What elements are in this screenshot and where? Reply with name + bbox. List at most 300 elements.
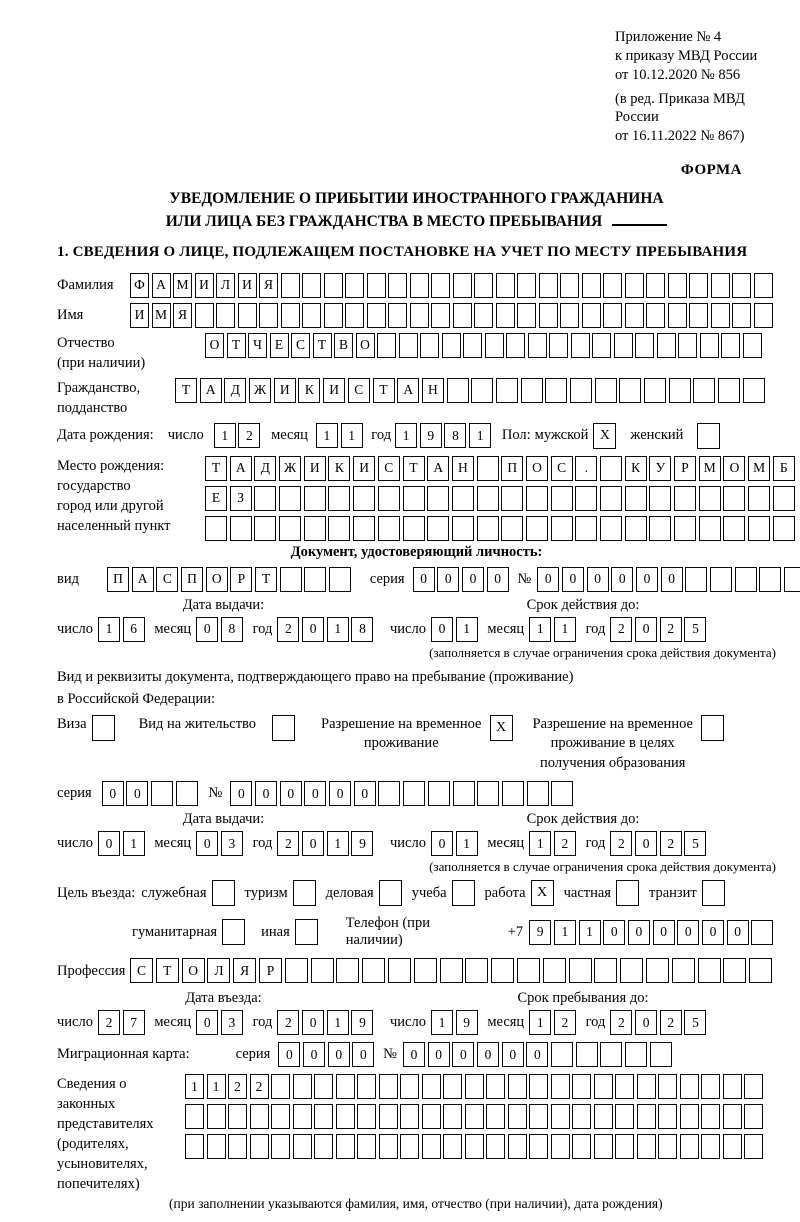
birthplace-char-box[interactable]: П — [501, 456, 523, 481]
representative-char-box[interactable] — [336, 1104, 355, 1129]
expiry-year-box[interactable]: 2 — [660, 617, 682, 642]
birthplace-char-box[interactable] — [254, 486, 276, 511]
surname-char-box[interactable] — [302, 273, 321, 298]
entry-day-box[interactable]: 7 — [123, 1010, 145, 1035]
birthplace-char-box[interactable]: Н — [452, 456, 474, 481]
birthplace-char-box[interactable] — [279, 516, 301, 541]
patronymic-char-box[interactable] — [571, 333, 590, 358]
residence-number-digit-box[interactable]: 0 — [304, 781, 326, 806]
birthplace-char-box[interactable]: М — [699, 456, 721, 481]
representative-char-box[interactable] — [723, 1134, 742, 1159]
representative-char-box[interactable] — [271, 1134, 290, 1159]
doc-type-char-box[interactable] — [280, 567, 302, 592]
profession-char-box[interactable] — [491, 958, 514, 983]
phone-digit-box[interactable] — [751, 920, 773, 945]
representative-char-box[interactable] — [529, 1134, 548, 1159]
phone-digit-box[interactable]: 1 — [554, 920, 576, 945]
surname-char-box[interactable] — [281, 273, 300, 298]
residence-number-digit-box[interactable] — [403, 781, 425, 806]
representative-char-box[interactable] — [486, 1104, 505, 1129]
entry-month-box[interactable]: 3 — [221, 1010, 243, 1035]
issue-year-box[interactable]: 2 — [277, 617, 299, 642]
representative-char-box[interactable] — [465, 1074, 484, 1099]
representative-char-box[interactable] — [293, 1134, 312, 1159]
citizenship-char-box[interactable]: Т — [373, 378, 395, 403]
firstname-char-box[interactable]: Я — [173, 303, 192, 328]
doc-number-digit-box[interactable] — [735, 567, 757, 592]
surname-char-box[interactable] — [431, 273, 450, 298]
citizenship-char-box[interactable]: А — [397, 378, 419, 403]
patronymic-char-box[interactable]: О — [205, 333, 224, 358]
birthplace-char-box[interactable] — [304, 516, 326, 541]
phone-digit-box[interactable]: 0 — [628, 920, 650, 945]
representative-char-box[interactable]: 1 — [207, 1074, 226, 1099]
patronymic-char-box[interactable] — [420, 333, 439, 358]
representative-char-box[interactable] — [551, 1104, 570, 1129]
patronymic-char-box[interactable] — [549, 333, 568, 358]
surname-char-box[interactable] — [582, 273, 601, 298]
representative-char-box[interactable] — [486, 1074, 505, 1099]
doc-series-digit-box[interactable]: 0 — [413, 567, 435, 592]
citizenship-char-box[interactable] — [570, 378, 592, 403]
firstname-char-box[interactable] — [582, 303, 601, 328]
patronymic-char-box[interactable] — [506, 333, 525, 358]
migration-number-digit-box[interactable] — [625, 1042, 647, 1067]
citizenship-char-box[interactable] — [545, 378, 567, 403]
doc-type-char-box[interactable] — [304, 567, 326, 592]
representative-char-box[interactable] — [551, 1074, 570, 1099]
surname-char-box[interactable] — [410, 273, 429, 298]
doc-series-digit-box[interactable]: 0 — [487, 567, 509, 592]
representative-char-box[interactable] — [357, 1134, 376, 1159]
citizenship-char-box[interactable] — [644, 378, 666, 403]
birthplace-char-box[interactable]: А — [427, 456, 449, 481]
birthplace-char-box[interactable] — [378, 516, 400, 541]
representative-char-box[interactable]: 2 — [250, 1074, 269, 1099]
birthplace-char-box[interactable] — [526, 486, 548, 511]
representative-char-box[interactable] — [228, 1134, 247, 1159]
birthplace-char-box[interactable] — [205, 516, 227, 541]
representative-char-box[interactable] — [293, 1074, 312, 1099]
representative-char-box[interactable] — [336, 1134, 355, 1159]
representative-char-box[interactable] — [314, 1134, 333, 1159]
citizenship-char-box[interactable] — [521, 378, 543, 403]
representative-char-box[interactable] — [723, 1074, 742, 1099]
profession-char-box[interactable] — [465, 958, 488, 983]
birthplace-char-box[interactable]: Б — [773, 456, 795, 481]
birthplace-char-box[interactable]: О — [723, 456, 745, 481]
expiry-year-box[interactable]: 5 — [684, 617, 706, 642]
work-checkbox[interactable]: X — [531, 880, 554, 906]
surname-char-box[interactable] — [668, 273, 687, 298]
firstname-char-box[interactable] — [410, 303, 429, 328]
birthplace-char-box[interactable]: Т — [403, 456, 425, 481]
birthplace-char-box[interactable]: А — [230, 456, 252, 481]
surname-char-box[interactable] — [560, 273, 579, 298]
patronymic-char-box[interactable] — [442, 333, 461, 358]
temp-residence-checkbox[interactable]: X — [490, 715, 513, 741]
firstname-char-box[interactable] — [302, 303, 321, 328]
representative-char-box[interactable] — [680, 1134, 699, 1159]
birthplace-char-box[interactable] — [477, 456, 499, 481]
birthplace-char-box[interactable]: Д — [254, 456, 276, 481]
firstname-char-box[interactable] — [668, 303, 687, 328]
representative-char-box[interactable] — [594, 1104, 613, 1129]
representative-char-box[interactable] — [250, 1134, 269, 1159]
representative-char-box[interactable] — [508, 1104, 527, 1129]
representative-char-box[interactable] — [637, 1104, 656, 1129]
representative-char-box[interactable] — [744, 1134, 763, 1159]
issue-year-box[interactable]: 9 — [351, 831, 373, 856]
residence-permit-checkbox[interactable] — [272, 715, 295, 741]
representative-char-box[interactable] — [314, 1074, 333, 1099]
representative-char-box[interactable] — [744, 1104, 763, 1129]
representative-char-box[interactable] — [615, 1134, 634, 1159]
birthplace-char-box[interactable] — [600, 486, 622, 511]
representative-char-box[interactable] — [271, 1074, 290, 1099]
representative-char-box[interactable] — [379, 1104, 398, 1129]
profession-char-box[interactable]: Р — [259, 958, 282, 983]
representative-char-box[interactable] — [658, 1074, 677, 1099]
doc-type-char-box[interactable]: П — [107, 567, 129, 592]
representative-char-box[interactable] — [594, 1074, 613, 1099]
birthplace-char-box[interactable] — [328, 486, 350, 511]
representative-char-box[interactable] — [422, 1104, 441, 1129]
residence-number-digit-box[interactable]: 0 — [280, 781, 302, 806]
expiry-year-box[interactable]: 0 — [635, 617, 657, 642]
residence-series-digit-box[interactable]: 0 — [126, 781, 148, 806]
birthplace-char-box[interactable]: И — [304, 456, 326, 481]
phone-digit-box[interactable]: 0 — [653, 920, 675, 945]
migration-number-digit-box[interactable] — [600, 1042, 622, 1067]
doc-number-digit-box[interactable]: 0 — [537, 567, 559, 592]
expiry-month-box[interactable]: 1 — [554, 617, 576, 642]
birthplace-char-box[interactable] — [723, 486, 745, 511]
representative-char-box[interactable] — [443, 1134, 462, 1159]
surname-char-box[interactable]: И — [195, 273, 214, 298]
migration-number-digit-box[interactable]: 0 — [403, 1042, 425, 1067]
representative-char-box[interactable] — [400, 1104, 419, 1129]
female-checkbox[interactable] — [697, 423, 720, 449]
representative-char-box[interactable] — [422, 1074, 441, 1099]
migration-series-digit-box[interactable]: 0 — [278, 1042, 300, 1067]
patronymic-char-box[interactable] — [528, 333, 547, 358]
doc-number-digit-box[interactable] — [759, 567, 781, 592]
profession-char-box[interactable]: О — [182, 958, 205, 983]
profession-char-box[interactable]: Л — [207, 958, 230, 983]
doc-type-char-box[interactable] — [329, 567, 351, 592]
birthplace-char-box[interactable] — [625, 516, 647, 541]
birthplace-char-box[interactable] — [279, 486, 301, 511]
birthplace-char-box[interactable] — [649, 516, 671, 541]
representative-char-box[interactable] — [551, 1134, 570, 1159]
representative-char-box[interactable] — [357, 1104, 376, 1129]
expiry-year-box[interactable]: 2 — [610, 831, 632, 856]
representative-char-box[interactable] — [594, 1134, 613, 1159]
surname-char-box[interactable] — [388, 273, 407, 298]
residence-number-digit-box[interactable]: 0 — [329, 781, 351, 806]
citizenship-char-box[interactable]: Ж — [249, 378, 271, 403]
surname-char-box[interactable]: Ф — [130, 273, 149, 298]
profession-char-box[interactable] — [336, 958, 359, 983]
expiry-month-box[interactable]: 1 — [529, 617, 551, 642]
surname-char-box[interactable] — [453, 273, 472, 298]
representative-char-box[interactable] — [185, 1104, 204, 1129]
doc-number-digit-box[interactable]: 0 — [562, 567, 584, 592]
firstname-char-box[interactable]: И — [130, 303, 149, 328]
entry-year-box[interactable]: 1 — [327, 1010, 349, 1035]
representative-char-box[interactable] — [207, 1104, 226, 1129]
birthplace-char-box[interactable] — [699, 486, 721, 511]
doc-number-digit-box[interactable]: 0 — [587, 567, 609, 592]
representative-char-box[interactable] — [637, 1134, 656, 1159]
issue-month-box[interactable]: 0 — [196, 617, 218, 642]
expiry-day-box[interactable]: 0 — [431, 617, 453, 642]
birthplace-char-box[interactable]: К — [625, 456, 647, 481]
surname-char-box[interactable]: И — [238, 273, 257, 298]
issue-year-box[interactable]: 1 — [327, 831, 349, 856]
representative-char-box[interactable] — [314, 1104, 333, 1129]
firstname-char-box[interactable] — [689, 303, 708, 328]
representative-char-box[interactable] — [400, 1134, 419, 1159]
male-checkbox[interactable]: X — [593, 423, 616, 449]
birthplace-char-box[interactable] — [230, 516, 252, 541]
doc-number-digit-box[interactable]: 0 — [661, 567, 683, 592]
patronymic-char-box[interactable] — [721, 333, 740, 358]
birthplace-char-box[interactable] — [353, 486, 375, 511]
representative-char-box[interactable] — [658, 1134, 677, 1159]
birthplace-char-box[interactable]: С — [378, 456, 400, 481]
stay-month-box[interactable]: 2 — [554, 1010, 576, 1035]
representative-char-box[interactable] — [293, 1104, 312, 1129]
birthplace-char-box[interactable] — [427, 516, 449, 541]
birthplace-char-box[interactable] — [254, 516, 276, 541]
birthplace-char-box[interactable] — [501, 516, 523, 541]
patronymic-char-box[interactable] — [485, 333, 504, 358]
representative-char-box[interactable] — [207, 1134, 226, 1159]
phone-digit-box[interactable]: 1 — [579, 920, 601, 945]
surname-char-box[interactable]: Л — [216, 273, 235, 298]
birthplace-char-box[interactable] — [501, 486, 523, 511]
birthplace-char-box[interactable]: О — [526, 456, 548, 481]
representative-char-box[interactable] — [701, 1134, 720, 1159]
residence-number-digit-box[interactable]: 0 — [230, 781, 252, 806]
representative-char-box[interactable] — [572, 1134, 591, 1159]
residence-number-digit-box[interactable] — [378, 781, 400, 806]
birthplace-char-box[interactable] — [304, 486, 326, 511]
citizenship-char-box[interactable] — [447, 378, 469, 403]
temp-residence-education-checkbox[interactable] — [701, 715, 724, 741]
citizenship-char-box[interactable]: С — [348, 378, 370, 403]
representative-char-box[interactable] — [572, 1104, 591, 1129]
issue-day-box[interactable]: 1 — [98, 617, 120, 642]
study-checkbox[interactable] — [452, 880, 475, 906]
representative-char-box[interactable] — [572, 1074, 591, 1099]
birthplace-char-box[interactable] — [403, 486, 425, 511]
firstname-char-box[interactable] — [732, 303, 751, 328]
representative-char-box[interactable] — [336, 1074, 355, 1099]
patronymic-char-box[interactable]: Т — [313, 333, 332, 358]
representative-char-box[interactable] — [529, 1104, 548, 1129]
issue-year-box[interactable]: 1 — [327, 617, 349, 642]
phone-digit-box[interactable]: 0 — [603, 920, 625, 945]
stay-year-box[interactable]: 2 — [660, 1010, 682, 1035]
expiry-day-box[interactable]: 1 — [456, 617, 478, 642]
firstname-char-box[interactable] — [281, 303, 300, 328]
profession-char-box[interactable]: Т — [156, 958, 179, 983]
doc-number-digit-box[interactable] — [685, 567, 707, 592]
citizenship-char-box[interactable]: И — [274, 378, 296, 403]
patronymic-char-box[interactable]: Е — [270, 333, 289, 358]
firstname-char-box[interactable] — [754, 303, 773, 328]
birthplace-char-box[interactable] — [748, 516, 770, 541]
representative-char-box[interactable] — [680, 1104, 699, 1129]
citizenship-char-box[interactable] — [743, 378, 765, 403]
patronymic-char-box[interactable]: В — [334, 333, 353, 358]
transit-checkbox[interactable] — [702, 880, 725, 906]
residence-series-digit-box[interactable] — [176, 781, 198, 806]
profession-char-box[interactable] — [646, 958, 669, 983]
firstname-char-box[interactable] — [431, 303, 450, 328]
profession-char-box[interactable] — [749, 958, 772, 983]
representative-char-box[interactable] — [723, 1104, 742, 1129]
birthplace-char-box[interactable] — [649, 486, 671, 511]
birthplace-char-box[interactable] — [403, 516, 425, 541]
firstname-char-box[interactable] — [603, 303, 622, 328]
surname-char-box[interactable] — [711, 273, 730, 298]
citizenship-char-box[interactable] — [595, 378, 617, 403]
representative-char-box[interactable] — [637, 1074, 656, 1099]
profession-char-box[interactable] — [285, 958, 308, 983]
representative-char-box[interactable] — [443, 1104, 462, 1129]
issue-year-box[interactable]: 8 — [351, 617, 373, 642]
surname-char-box[interactable] — [689, 273, 708, 298]
firstname-char-box[interactable] — [560, 303, 579, 328]
citizenship-char-box[interactable]: Т — [175, 378, 197, 403]
stay-day-box[interactable]: 9 — [456, 1010, 478, 1035]
surname-char-box[interactable] — [754, 273, 773, 298]
migration-number-digit-box[interactable]: 0 — [526, 1042, 548, 1067]
representative-char-box[interactable] — [508, 1134, 527, 1159]
doc-number-digit-box[interactable]: 0 — [611, 567, 633, 592]
expiry-year-box[interactable]: 2 — [660, 831, 682, 856]
birthplace-char-box[interactable]: . — [575, 456, 597, 481]
profession-char-box[interactable] — [517, 958, 540, 983]
official-checkbox[interactable] — [212, 880, 235, 906]
patronymic-char-box[interactable] — [678, 333, 697, 358]
expiry-month-box[interactable]: 2 — [554, 831, 576, 856]
entry-year-box[interactable]: 0 — [302, 1010, 324, 1035]
residence-number-digit-box[interactable] — [477, 781, 499, 806]
birthdate-year-box[interactable]: 8 — [444, 423, 466, 448]
birthdate-year-box[interactable]: 1 — [469, 423, 491, 448]
tourism-checkbox[interactable] — [293, 880, 316, 906]
migration-number-digit-box[interactable] — [650, 1042, 672, 1067]
firstname-char-box[interactable] — [711, 303, 730, 328]
phone-digit-box[interactable]: 9 — [529, 920, 551, 945]
surname-char-box[interactable]: А — [152, 273, 171, 298]
expiry-day-box[interactable]: 0 — [431, 831, 453, 856]
migration-number-digit-box[interactable]: 0 — [428, 1042, 450, 1067]
birthplace-char-box[interactable] — [575, 516, 597, 541]
expiry-month-box[interactable]: 1 — [529, 831, 551, 856]
doc-type-char-box[interactable]: Т — [255, 567, 277, 592]
birthplace-char-box[interactable] — [600, 516, 622, 541]
profession-char-box[interactable] — [723, 958, 746, 983]
migration-number-digit-box[interactable] — [551, 1042, 573, 1067]
firstname-char-box[interactable] — [216, 303, 235, 328]
migration-number-digit-box[interactable]: 0 — [452, 1042, 474, 1067]
citizenship-char-box[interactable] — [619, 378, 641, 403]
citizenship-char-box[interactable] — [693, 378, 715, 403]
birthdate-day-box[interactable]: 1 — [214, 423, 236, 448]
birthplace-char-box[interactable]: Т — [205, 456, 227, 481]
residence-series-digit-box[interactable]: 0 — [102, 781, 124, 806]
birthdate-day-box[interactable]: 2 — [238, 423, 260, 448]
surname-char-box[interactable] — [625, 273, 644, 298]
representative-char-box[interactable] — [379, 1134, 398, 1159]
citizenship-char-box[interactable] — [471, 378, 493, 403]
firstname-char-box[interactable] — [324, 303, 343, 328]
firstname-char-box[interactable] — [539, 303, 558, 328]
birthplace-char-box[interactable]: С — [551, 456, 573, 481]
business-checkbox[interactable] — [379, 880, 402, 906]
doc-type-char-box[interactable]: П — [181, 567, 203, 592]
migration-number-digit-box[interactable] — [576, 1042, 598, 1067]
issue-month-box[interactable]: 3 — [221, 831, 243, 856]
doc-type-char-box[interactable]: О — [206, 567, 228, 592]
residence-number-digit-box[interactable] — [527, 781, 549, 806]
doc-type-char-box[interactable]: С — [156, 567, 178, 592]
firstname-char-box[interactable] — [646, 303, 665, 328]
birthplace-char-box[interactable]: И — [353, 456, 375, 481]
residence-number-digit-box[interactable] — [551, 781, 573, 806]
profession-char-box[interactable] — [388, 958, 411, 983]
profession-char-box[interactable] — [414, 958, 437, 983]
citizenship-char-box[interactable]: Н — [422, 378, 444, 403]
citizenship-char-box[interactable]: К — [298, 378, 320, 403]
birthplace-char-box[interactable] — [427, 486, 449, 511]
representative-char-box[interactable] — [185, 1134, 204, 1159]
surname-char-box[interactable] — [474, 273, 493, 298]
patronymic-char-box[interactable]: Ч — [248, 333, 267, 358]
entry-year-box[interactable]: 9 — [351, 1010, 373, 1035]
issue-day-box[interactable]: 6 — [123, 617, 145, 642]
patronymic-char-box[interactable]: С — [291, 333, 310, 358]
surname-char-box[interactable] — [367, 273, 386, 298]
birthplace-char-box[interactable] — [723, 516, 745, 541]
migration-series-digit-box[interactable]: 0 — [303, 1042, 325, 1067]
firstname-char-box[interactable] — [496, 303, 515, 328]
profession-char-box[interactable]: С — [130, 958, 153, 983]
migration-series-digit-box[interactable]: 0 — [328, 1042, 350, 1067]
surname-char-box[interactable] — [496, 273, 515, 298]
representative-char-box[interactable] — [658, 1104, 677, 1129]
birthplace-char-box[interactable] — [773, 486, 795, 511]
phone-digit-box[interactable]: 0 — [702, 920, 724, 945]
birthplace-char-box[interactable] — [353, 516, 375, 541]
stay-year-box[interactable]: 0 — [635, 1010, 657, 1035]
birthplace-char-box[interactable] — [674, 516, 696, 541]
firstname-char-box[interactable] — [517, 303, 536, 328]
expiry-day-box[interactable]: 1 — [456, 831, 478, 856]
issue-day-box[interactable]: 0 — [98, 831, 120, 856]
doc-series-digit-box[interactable]: 0 — [462, 567, 484, 592]
firstname-char-box[interactable] — [195, 303, 214, 328]
profession-char-box[interactable] — [698, 958, 721, 983]
residence-number-digit-box[interactable] — [502, 781, 524, 806]
representative-char-box[interactable] — [250, 1104, 269, 1129]
